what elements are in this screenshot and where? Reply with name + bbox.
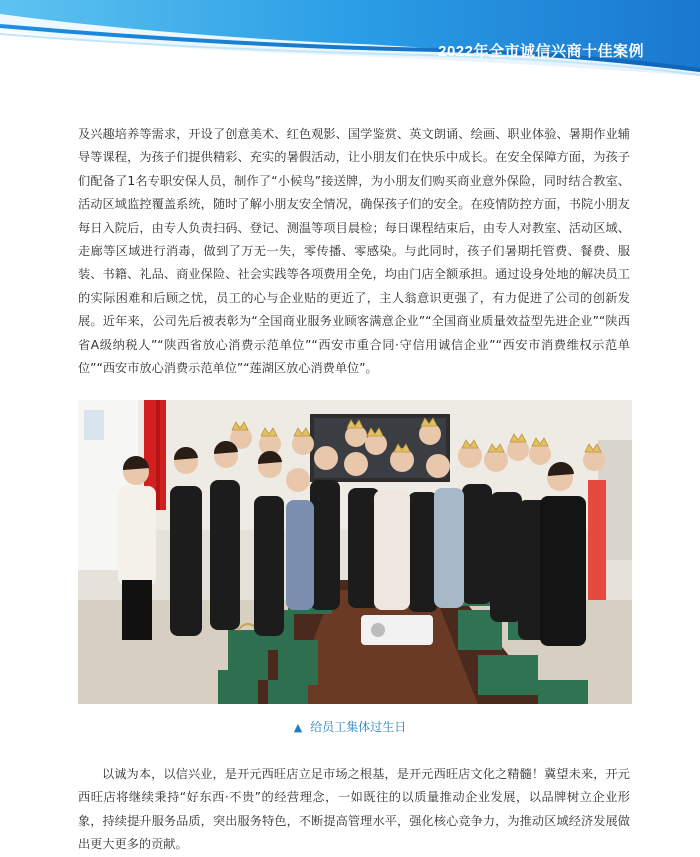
group-birthday-photo <box>78 400 632 704</box>
header-title: 2022年全市诚信兴商十佳案例 <box>438 43 644 60</box>
body-paragraph-2: 以诚为本，以信兴业，是开元西旺店立足市场之根基，是开元西旺店文化之精髓！冀望未来，开元西旺店将继续秉持“好东西·不贵”的经营理念，一如既往的以质量推动企业发展，以品牌树立企业形象，持续提升服务品质，突出服务特色，不断提高管理水平，强化核心竞争力，为推动区域经济发展做出更大更多的贡献。 <box>78 767 630 852</box>
body-paragraph-1: 及兴趣培养等需求，开设了创意美术、红色观影、国学鉴赏、英文朗诵、绘画、职业体验、暑期作业辅导等课程，为孩子们提供精彩、充实的暑假活动，让小朋友们在快乐中成长。在安全保障方面，为孩子们配备了1名专职安保人员，制作了“小候鸟”接送牌，为小朋友们购买商业意外保险，同时结合教室、活动区域监控覆盖系统，随时了解小朋友安全情况，确保孩子们的安全。在疫情防控方面，书院小朋友每日入院后，由专人负责扫码、登记、测温等项目晨检；每日课程结束后，由专人对教室、活动区域、走廊等区域进行消毒，做到了万无一失，零传播、零感染。与此同时，孩子们暑期托管费、餐费、服装、书籍、礼品、商业保险、社会实践等各项费用全免，均由门店全额承担。通过设身处地的解决员工的实际困难和后顾之忧，员工的心与企业贴的更近了，主人翁意识更强了，有力促进了公司的创新发展。近年来，公司先后被表彰为“全国商业服务业顾客满意企业”“全国商业质量效益型先进企业”“陕西省A级纳税人”“陕西省放心消费示范单位”“西安市重合同·守信用诚信企业”“西安市消费维权示范单位”“西安市放心消费示范单位”“莲湖区放心消费单位”。 <box>78 127 630 376</box>
caption-triangle-icon: ▲ <box>293 721 303 734</box>
caption-text: 给员工集体过生日 <box>310 720 407 734</box>
header-banner <box>0 0 700 82</box>
photo-caption <box>0 718 700 735</box>
